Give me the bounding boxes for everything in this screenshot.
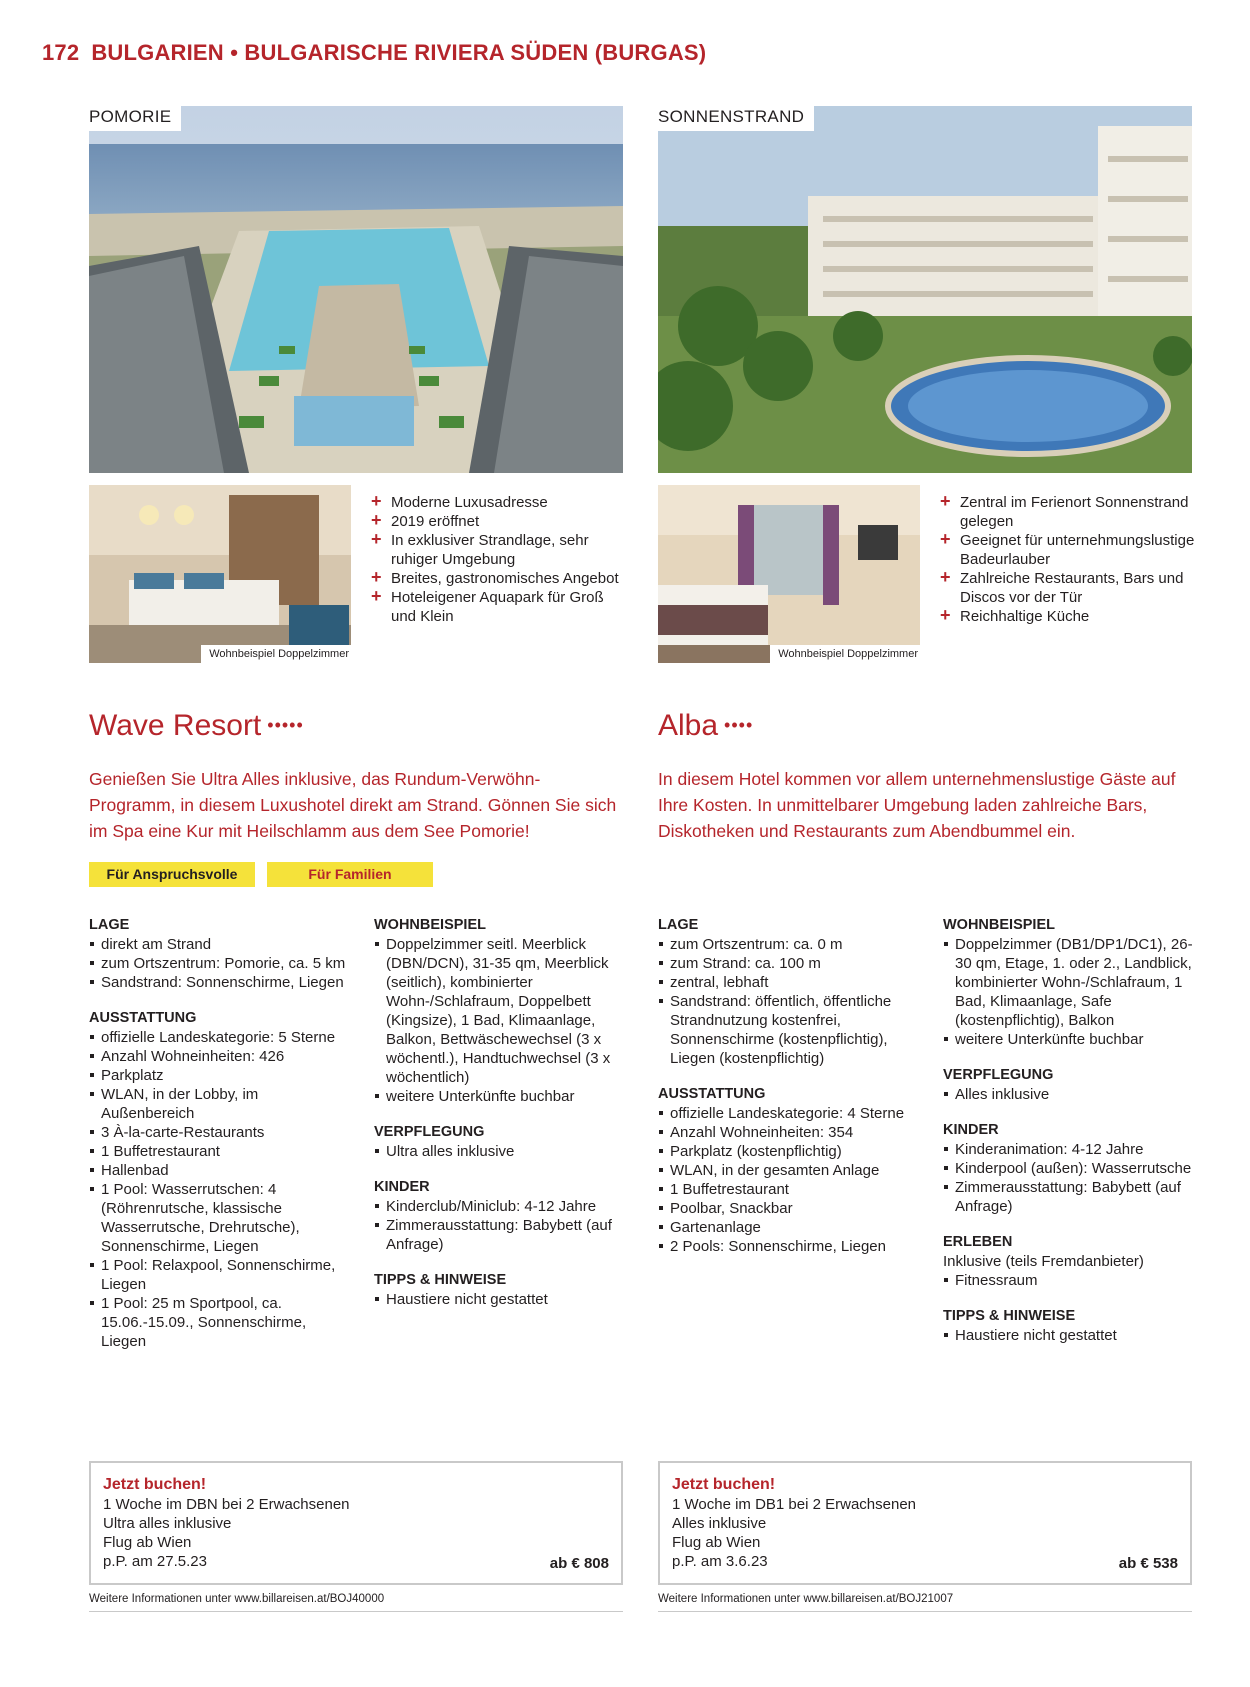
list-item: Zimmerausstattung: Babybett (auf Anfrage) bbox=[374, 1216, 639, 1254]
plus-icon: + bbox=[371, 567, 382, 587]
location-label: SONNENSTRAND bbox=[658, 106, 814, 131]
list-item: Haustiere nicht gestattet bbox=[943, 1326, 1208, 1345]
highlight-item: + In exklusiver Strandlage, sehr ruhiger Umgebung bbox=[371, 529, 589, 568]
highlight-item: + Zentral im Ferienort Sonnenstrand gelegen bbox=[940, 491, 1189, 530]
list-item: Kinderclub/Miniclub: 4-12 Jahre bbox=[374, 1197, 639, 1216]
list-item: WLAN, in der Lobby, im Außenbereich bbox=[89, 1085, 354, 1123]
section-title: TIPPS & HINWEISE bbox=[943, 1308, 1076, 1324]
booking-board: Alles inklusive bbox=[672, 1515, 767, 1532]
section-list bbox=[89, 935, 354, 992]
room-photo bbox=[89, 485, 351, 663]
list-item: 1 Pool: Relaxpool, Sonnenschirme, Liegen bbox=[89, 1256, 354, 1294]
section-list bbox=[943, 1252, 1208, 1290]
list-item: Kinderanimation: 4-12 Jahre bbox=[943, 1140, 1208, 1159]
double-room-image bbox=[89, 485, 351, 663]
section-list bbox=[374, 935, 639, 1106]
section-title: AUSSTATTUNG bbox=[658, 1086, 766, 1102]
highlights-list bbox=[371, 493, 631, 626]
highlight-item: + Geeignet für unternehmungslustige Badeurlauber bbox=[940, 529, 1195, 568]
hotel-column-alba bbox=[658, 106, 1195, 1605]
section-list bbox=[374, 1197, 639, 1254]
section-title: TIPPS & HINWEISE bbox=[374, 1272, 507, 1288]
section-list bbox=[943, 1140, 1208, 1216]
list-item: zum Strand: ca. 100 m bbox=[658, 954, 923, 973]
double-room-image bbox=[658, 485, 920, 663]
hero-photo bbox=[658, 106, 1192, 473]
list-item: Poolbar, Snackbar bbox=[658, 1199, 923, 1218]
hotel-intro: Genießen Sie Ultra Alles inklusive, das Rundum-Verwöhn-Programm, in diesem Luxushotel direkt am Strand. Gönnen Sie sich im Spa eine Kur mit Heilschlamm aus dem See Pomorie! bbox=[89, 769, 617, 841]
section-list bbox=[89, 1028, 354, 1351]
booking-date: p.P. am 27.5.23 bbox=[103, 1553, 207, 1570]
list-item: zum Ortszentrum: ca. 0 m bbox=[658, 935, 923, 954]
hotel-name: Alba •••• bbox=[658, 709, 754, 742]
plus-icon: + bbox=[371, 491, 382, 511]
list-item: zum Ortszentrum: Pomorie, ca. 5 km bbox=[89, 954, 354, 973]
list-item: 1 Pool: Wasserrutschen: 4 (Röhrenrutsche, klassische Wasserrutsche, Drehrutsche), Sonnenschirme, Liegen bbox=[89, 1180, 354, 1256]
location-label: POMORIE bbox=[89, 106, 181, 131]
section-title: ERLEBEN bbox=[943, 1234, 1013, 1250]
highlight-item: + Breites, gastronomisches Angebot bbox=[371, 567, 619, 587]
list-item: zentral, lebhaft bbox=[658, 973, 923, 992]
list-item: offizielle Landeskategorie: 4 Sterne bbox=[658, 1104, 923, 1123]
highlights-list bbox=[940, 493, 1200, 626]
booking-board: Ultra alles inklusive bbox=[103, 1515, 232, 1532]
list-item: Parkplatz bbox=[89, 1066, 354, 1085]
plus-icon: + bbox=[940, 605, 951, 625]
list-item: 1 Buffetrestaurant bbox=[658, 1180, 923, 1199]
list-item: Fitnessraum bbox=[943, 1271, 1208, 1290]
list-item: Sandstrand: Sonnenschirme, Liegen bbox=[89, 973, 354, 992]
list-item: Doppelzimmer seitl. Meerblick (DBN/DCN), 31-35 qm, Meerblick (seitlich), kombinierter Wohn-/Schlafraum, Doppelbett (Kingsize), 1 Bad, Klimaanlage, Balkon, Bettwäschewechsel (3 x wöchentl.), Handtuchwechsel (3 x wöchentlich) bbox=[374, 935, 639, 1087]
booking-room: 1 Woche im DB1 bei 2 Erwachsenen bbox=[672, 1496, 917, 1513]
hotel-pool-image bbox=[658, 106, 1192, 473]
section-title: LAGE bbox=[89, 917, 130, 933]
plus-icon: + bbox=[371, 586, 382, 606]
highlight-item: + Moderne Luxusadresse bbox=[371, 491, 548, 511]
resort-aerial-image bbox=[89, 106, 623, 473]
section-title: WOHNBEISPIEL bbox=[943, 917, 1055, 933]
list-item: Gartenanlage bbox=[658, 1218, 923, 1237]
more-info-link[interactable]: Weitere Informationen unter www.billareisen.at/BOJ40000 bbox=[89, 1591, 623, 1612]
plus-icon: + bbox=[940, 491, 951, 511]
booking-title: Jetzt buchen! bbox=[103, 1476, 207, 1493]
booking-price: ab € 538 bbox=[1118, 1555, 1178, 1572]
list-item: Zimmerausstattung: Babybett (auf Anfrage) bbox=[943, 1178, 1208, 1216]
plus-icon: + bbox=[940, 529, 951, 549]
photo-caption: Wohnbeispiel Doppelzimmer bbox=[201, 645, 351, 663]
list-item: weitere Unterkünfte buchbar bbox=[943, 1030, 1208, 1049]
highlight-item: + Reichhaltige Küche bbox=[940, 605, 1090, 625]
section-title: WOHNBEISPIEL bbox=[374, 917, 486, 933]
list-item: Sandstrand: öffentlich, öffentliche Strandnutzung kostenfrei, Sonnenschirme (kostenpflichtig), Liegen (kostenpflichtig) bbox=[658, 992, 923, 1068]
section-list bbox=[943, 935, 1208, 1049]
plus-icon: + bbox=[371, 510, 382, 530]
booking-flight: Flug ab Wien bbox=[672, 1534, 761, 1551]
booking-room: 1 Woche im DBN bei 2 Erwachsenen bbox=[103, 1496, 350, 1513]
booking-price: ab € 808 bbox=[549, 1555, 609, 1572]
section-lead: Inklusive (teils Fremdanbieter) bbox=[943, 1253, 1144, 1270]
section-list bbox=[374, 1290, 639, 1309]
page-header bbox=[42, 40, 706, 66]
list-item: weitere Unterkünfte buchbar bbox=[374, 1087, 639, 1106]
tag-familien: Für Familien bbox=[267, 862, 433, 887]
list-item: Anzahl Wohneinheiten: 426 bbox=[89, 1047, 354, 1066]
page-title: BULGARIEN • BULGARISCHE RIVIERA SÜDEN (BURGAS) bbox=[91, 40, 707, 65]
list-item: offizielle Landeskategorie: 5 Sterne bbox=[89, 1028, 354, 1047]
booking-date: p.P. am 3.6.23 bbox=[672, 1553, 768, 1570]
section-list bbox=[658, 1104, 923, 1256]
plus-icon: + bbox=[940, 567, 951, 587]
hotel-column-wave-resort bbox=[89, 106, 623, 1605]
hotel-intro: In diesem Hotel kommen vor allem unternehmenslustige Gäste auf Ihre Kosten. In unmittelbarer Umgebung laden zahlreiche Bars, Diskotheken und Restaurants zum Abendbummel ein. bbox=[658, 769, 1176, 841]
list-item: Haustiere nicht gestattet bbox=[374, 1290, 639, 1309]
page-number: 172 bbox=[42, 40, 80, 65]
list-item: Parkplatz (kostenpflichtig) bbox=[658, 1142, 923, 1161]
section-title: LAGE bbox=[658, 917, 699, 933]
booking-box[interactable] bbox=[658, 1461, 1192, 1585]
list-item: Hallenbad bbox=[89, 1161, 354, 1180]
list-item: Alles inklusive bbox=[943, 1085, 1208, 1104]
section-list bbox=[943, 1085, 1208, 1104]
booking-box[interactable] bbox=[89, 1461, 623, 1585]
room-photo bbox=[658, 485, 920, 663]
list-item: Anzahl Wohneinheiten: 354 bbox=[658, 1123, 923, 1142]
list-item: direkt am Strand bbox=[89, 935, 354, 954]
star-rating: ••••• bbox=[267, 715, 304, 735]
list-item: Kinderpool (außen): Wasserrutsche bbox=[943, 1159, 1208, 1178]
section-list bbox=[943, 1326, 1208, 1345]
section-title: VERPFLEGUNG bbox=[374, 1124, 485, 1140]
list-item: 1 Buffetrestaurant bbox=[89, 1142, 354, 1161]
list-item: Doppelzimmer (DB1/DP1/DC1), 26-30 qm, Etage, 1. oder 2., Landblick, kombinierter Wohn-/Schlafraum, 1 Bad, Klimaanlage, Safe (kostenpflichtig), Balkon bbox=[943, 935, 1208, 1030]
list-item: WLAN, in der gesamten Anlage bbox=[658, 1161, 923, 1180]
highlight-item: + 2019 eröffnet bbox=[371, 510, 480, 530]
section-list bbox=[658, 935, 923, 1068]
star-rating: •••• bbox=[724, 715, 754, 735]
hero-photo bbox=[89, 106, 623, 473]
section-title: VERPFLEGUNG bbox=[943, 1067, 1054, 1083]
section-list bbox=[374, 1142, 639, 1161]
list-item: 3 À-la-carte-Restaurants bbox=[89, 1123, 354, 1142]
more-info-link[interactable]: Weitere Informationen unter www.billareisen.at/BOJ21007 bbox=[658, 1591, 1192, 1612]
highlight-item: + Hoteleigener Aquapark für Groß und Klein bbox=[371, 586, 604, 625]
section-title: KINDER bbox=[374, 1179, 430, 1195]
tag-anspruchsvolle: Für Anspruchsvolle bbox=[89, 862, 255, 887]
plus-icon: + bbox=[371, 529, 382, 549]
section-title: KINDER bbox=[943, 1122, 999, 1138]
list-item: Ultra alles inklusive bbox=[374, 1142, 639, 1161]
booking-flight: Flug ab Wien bbox=[103, 1534, 192, 1551]
hotel-name: Wave Resort ••••• bbox=[89, 709, 304, 742]
list-item: 2 Pools: Sonnenschirme, Liegen bbox=[658, 1237, 923, 1256]
section-title: AUSSTATTUNG bbox=[89, 1010, 197, 1026]
photo-caption: Wohnbeispiel Doppelzimmer bbox=[770, 645, 920, 663]
booking-title: Jetzt buchen! bbox=[672, 1476, 776, 1493]
highlight-item: + Zahlreiche Restaurants, Bars und Discos vor der Tür bbox=[940, 567, 1184, 606]
list-item: 1 Pool: 25 m Sportpool, ca. 15.06.-15.09., Sonnenschirme, Liegen bbox=[89, 1294, 354, 1351]
